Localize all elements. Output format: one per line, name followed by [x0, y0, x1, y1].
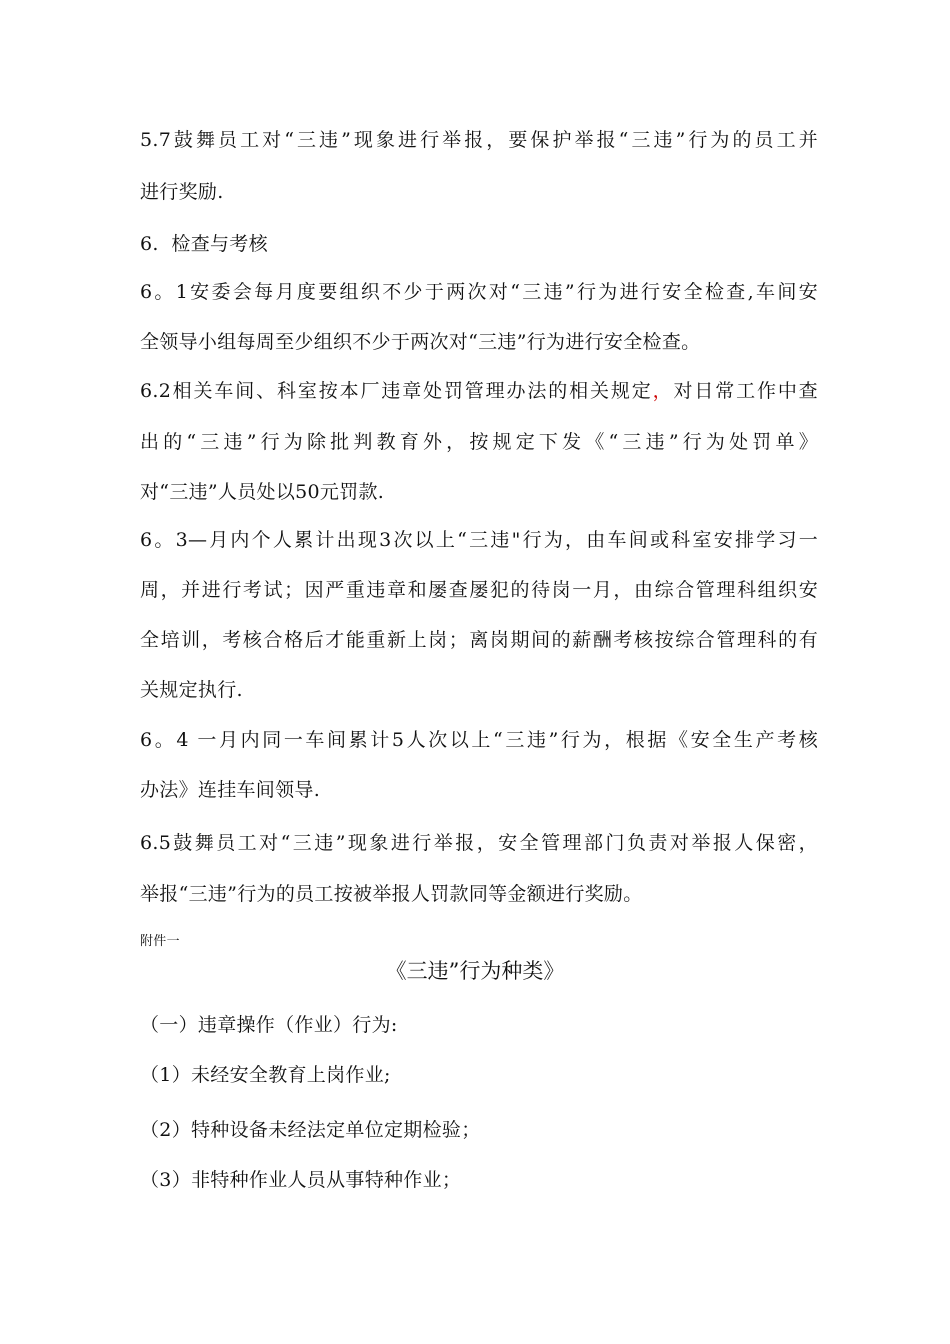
- appendix-item-3: （3）非特种作业人员从事特种作业；: [140, 1169, 462, 1191]
- item-6-2-line-1-part-b: 对日常工作中查: [673, 380, 818, 402]
- item-6-5-line-1: 6.5鼓舞员工对“三违”现象进行举报，安全管理部门负责对举报人保密，: [140, 832, 818, 854]
- item-6-2-line-1-part-a: 6.2相关车间、科室按本厂违章处罚管理办法的相关规定: [140, 380, 653, 402]
- item-6-2-line-1: [140, 379, 818, 403]
- item-6-4-line-1: 6。4 一月内同一车间累计5人次以上“三违”行为，根据《安全生产考核: [140, 729, 818, 751]
- section-6-heading: 6. 检查与考核: [140, 233, 268, 255]
- item-6-5-line-2: 举报“三违”行为的员工按被举报人罚款同等金额进行奖励。: [140, 883, 643, 905]
- item-6-3-line-2: 周，并进行考试；因严重违章和屡查屡犯的待岗一月，由综合管理科组织安: [140, 579, 818, 601]
- item-6-3-line-3: 全培训，考核合格后才能重新上岗；离岗期间的薪酬考核按综合管理科的有: [140, 629, 818, 651]
- appendix-category-1: （一）违章操作（作业）行为:: [140, 1014, 398, 1036]
- appendix-label: 附件一: [140, 934, 180, 949]
- appendix-item-1: （1）未经安全教育上岗作业;: [140, 1064, 391, 1086]
- item-6-1-line-1: 6。1安委会每月度要组织不少于两次对“三违”行为进行安全检查,车间安: [140, 281, 818, 303]
- appendix-title: 《三违”行为种类》: [385, 959, 565, 983]
- item-5-7-line-1: 5.7鼓舞员工对“三违”现象进行举报，要保护举报“三违”行为的员工并: [140, 129, 818, 151]
- item-6-4-line-2: 办法》连挂车间领导.: [140, 779, 321, 801]
- appendix-item-2: （2）特种设备未经法定单位定期检验；: [140, 1119, 481, 1141]
- item-6-2-line-2: 出的“三违”行为除批判教育外，按规定下发《“三违”行为处罚单》: [140, 431, 818, 453]
- item-6-2-line-3: 对“三违”人员处以50元罚款.: [140, 481, 385, 503]
- item-6-3-line-4: 关规定执行.: [140, 679, 243, 701]
- item-6-3-line-1: 6。3—月内个人累计出现3次以上“三违"行为，由车间或科室安排学习一: [140, 529, 818, 551]
- item-5-7-line-2: 进行奖励.: [140, 181, 224, 203]
- item-6-1-line-2: 全领导小组每周至少组织不少于两次对“三违”行为进行安全检查。: [140, 331, 701, 353]
- item-6-2-red-comma: ，: [652, 380, 674, 402]
